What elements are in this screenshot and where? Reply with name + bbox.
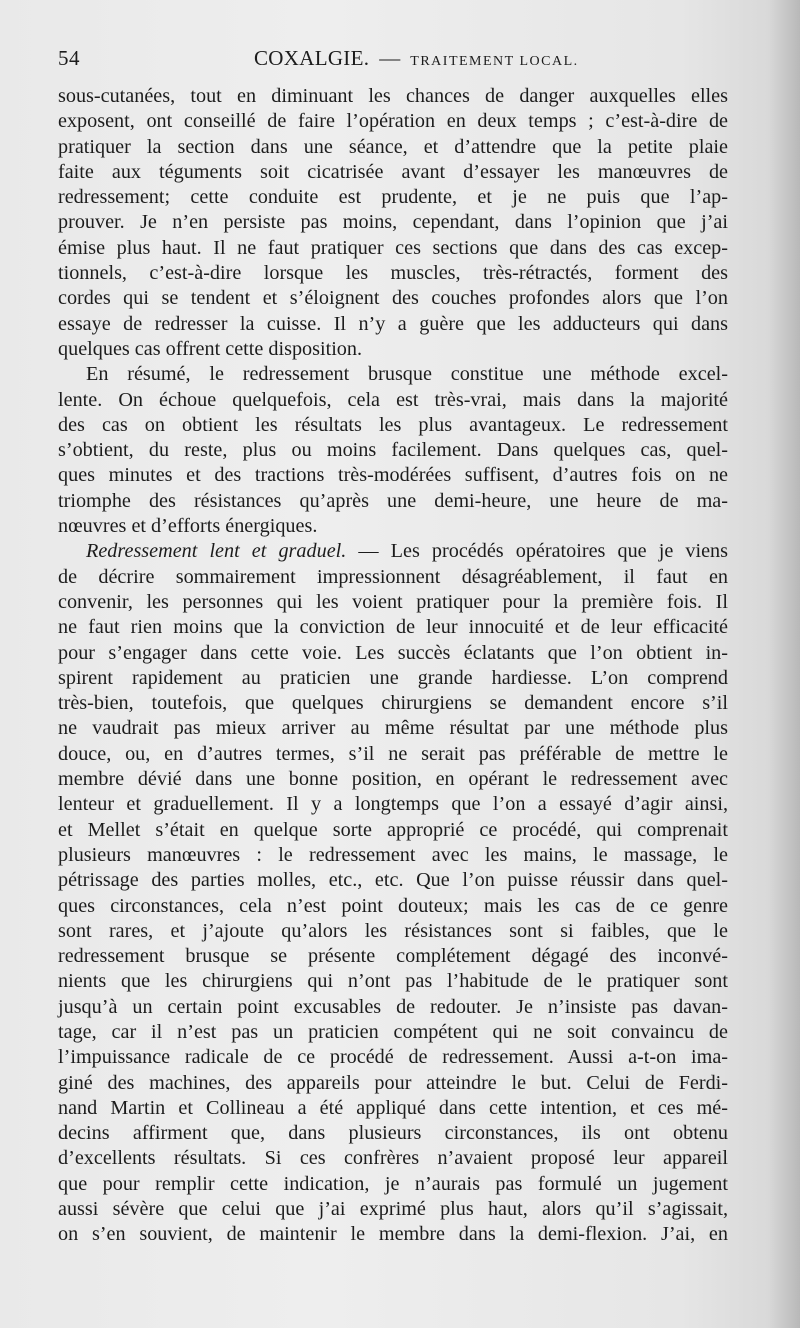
text-line: d’excellents résultats. Si ces confrères n’avaient proposé leur appareil (58, 1147, 728, 1170)
text-line: de décrire sommairement impressionnent désagréablement, il faut en (58, 565, 728, 588)
text-line: triomphe des résistances qu’après une demi-heure, une heure de ma- (58, 489, 728, 512)
text-line: ques minutes et des tractions très-modérées suffisent, d’autres fois on ne (58, 464, 728, 487)
text-line: émise plus haut. Il ne faut pratiquer ces sections que dans des cas excep- (58, 236, 728, 259)
text-line: ques circonstances, cela n’est point douteux; mais les cas de ce genre (58, 894, 728, 917)
text-line: pétrissage des parties molles, etc., etc. Que l’on puisse réussir dans quel- (58, 869, 728, 892)
text-line: cordes qui se tendent et s’éloignent des couches profondes alors que l’on (58, 287, 728, 310)
body-text (58, 84, 728, 1248)
text-line: convenir, les personnes qui les voient pratiquer pour la première fois. Il (58, 590, 728, 613)
text-line: redressement; cette conduite est prudente, et je ne puis que l’ap- (58, 186, 728, 209)
text-line: pour s’engager dans cette voie. Les succès éclatants que l’on obtient in- (58, 641, 728, 664)
text-line: giné des machines, des appareils pour atteindre le but. Celui de Ferdi- (58, 1071, 728, 1094)
text-line: tionnels, c’est-à-dire lorsque les muscles, très-rétractés, forment des (58, 262, 728, 285)
text-line: ne vaudrait pas mieux arriver au même résultat par une méthode plus (58, 717, 728, 740)
text-line: sont rares, et j’ajoute qu’alors les résistances sont si faibles, que le (58, 919, 728, 942)
text-line: pratiquer la section dans une séance, et d’attendre que la petite plaie (58, 135, 728, 158)
running-header (58, 46, 728, 76)
text-line: très-bien, toutefois, que quelques chirurgiens se demandent encore s’il (58, 692, 728, 715)
text-line: tage, car il n’est pas un praticien compétent qui ne soit convaincu de (58, 1020, 728, 1043)
text-line: lente. On échoue quelquefois, cela est très-vrai, mais dans la majorité (58, 388, 728, 411)
page-number: 54 (58, 46, 80, 70)
text-line: membre dévié dans une bonne position, en opérant le redressement avec (58, 768, 728, 791)
italic-section-lead: Redressement lent et graduel. (86, 540, 347, 563)
text-line: lenteur et graduellement. Il y a longtemps que l’on a essayé d’agir ainsi, (58, 793, 728, 816)
header-dash: — (379, 46, 401, 70)
text-line: et Mellet s’était en quelque sorte approprié ce procédé, qui comprenait (58, 818, 728, 841)
text-line-with-italic-lead (58, 539, 728, 564)
text-line-rest: Les procédés opératoires que je viens (390, 540, 728, 563)
running-head (254, 46, 579, 71)
text-line: ne faut rien moins que la conviction de leur innocuité et de leur efficacité (58, 616, 728, 639)
text-line: jusqu’à un certain point excusables de redouter. Je n’insiste pas davan- (58, 995, 728, 1018)
text-line: plusieurs manœuvres : le redressement avec les mains, le massage, le (58, 843, 728, 866)
text-line: essaye de redresser la cuisse. Il n’y a guère que les adducteurs qui dans (58, 312, 728, 335)
text-line: l’impuissance radicale de ce procédé de redressement. Aussi a-t-on ima- (58, 1046, 728, 1069)
chapter-title: COXALGIE. (254, 46, 370, 70)
text-line: prouver. Je n’en persiste pas moins, cependant, dans l’opinion que j’ai (58, 211, 728, 234)
section-subtitle: TRAITEMENT LOCAL. (410, 54, 579, 69)
text-line: nients que les chirurgiens qui n’ont pas l’habitude de le pratiquer sont (58, 970, 728, 993)
text-line: faite aux téguments soit cicatrisée avant d’essayer les manœuvres de (58, 160, 728, 183)
text-line: quelques cas offrent cette disposition. (58, 337, 363, 360)
text-line: redressement brusque se présente complétement dégagé des inconvé- (58, 945, 728, 968)
text-line: s’obtient, du reste, plus ou moins facilement. Dans quelques cas, quel- (58, 439, 728, 462)
text-line: exposent, ont conseillé de faire l’opération en deux temps ; c’est-à-dire de (58, 110, 728, 133)
text-line: decins affirment que, dans plusieurs circonstances, ils ont obtenu (58, 1122, 728, 1145)
lead-dash: — (346, 540, 391, 563)
text-line: on s’en souvient, de maintenir le membre dans la demi-flexion. J’ai, en (58, 1223, 728, 1246)
text-line: douce, ou, en d’autres termes, s’il ne serait pas préférable de mettre le (58, 742, 728, 765)
text-line: aussi sévère que celui que j’ai exprimé plus haut, alors qu’il s’agissait, (58, 1198, 728, 1221)
text-line: des cas on obtient les résultats les plus avantageux. Le redressement (58, 413, 728, 436)
text-line: sous-cutanées, tout en diminuant les chances de danger auxquelles elles (58, 85, 728, 107)
text-line: En résumé, le redressement brusque constitue une méthode excel- (86, 363, 728, 386)
text-line: nand Martin et Collineau a été appliqué dans cette intention, et ces mé- (58, 1096, 728, 1119)
text-line: nœuvres et d’efforts énergiques. (58, 515, 318, 538)
text-line: spirent rapidement au praticien une grande hardiesse. L’on comprend (58, 666, 728, 689)
text-line: que pour remplir cette indication, je n’aurais pas formulé un jugement (58, 1172, 728, 1195)
